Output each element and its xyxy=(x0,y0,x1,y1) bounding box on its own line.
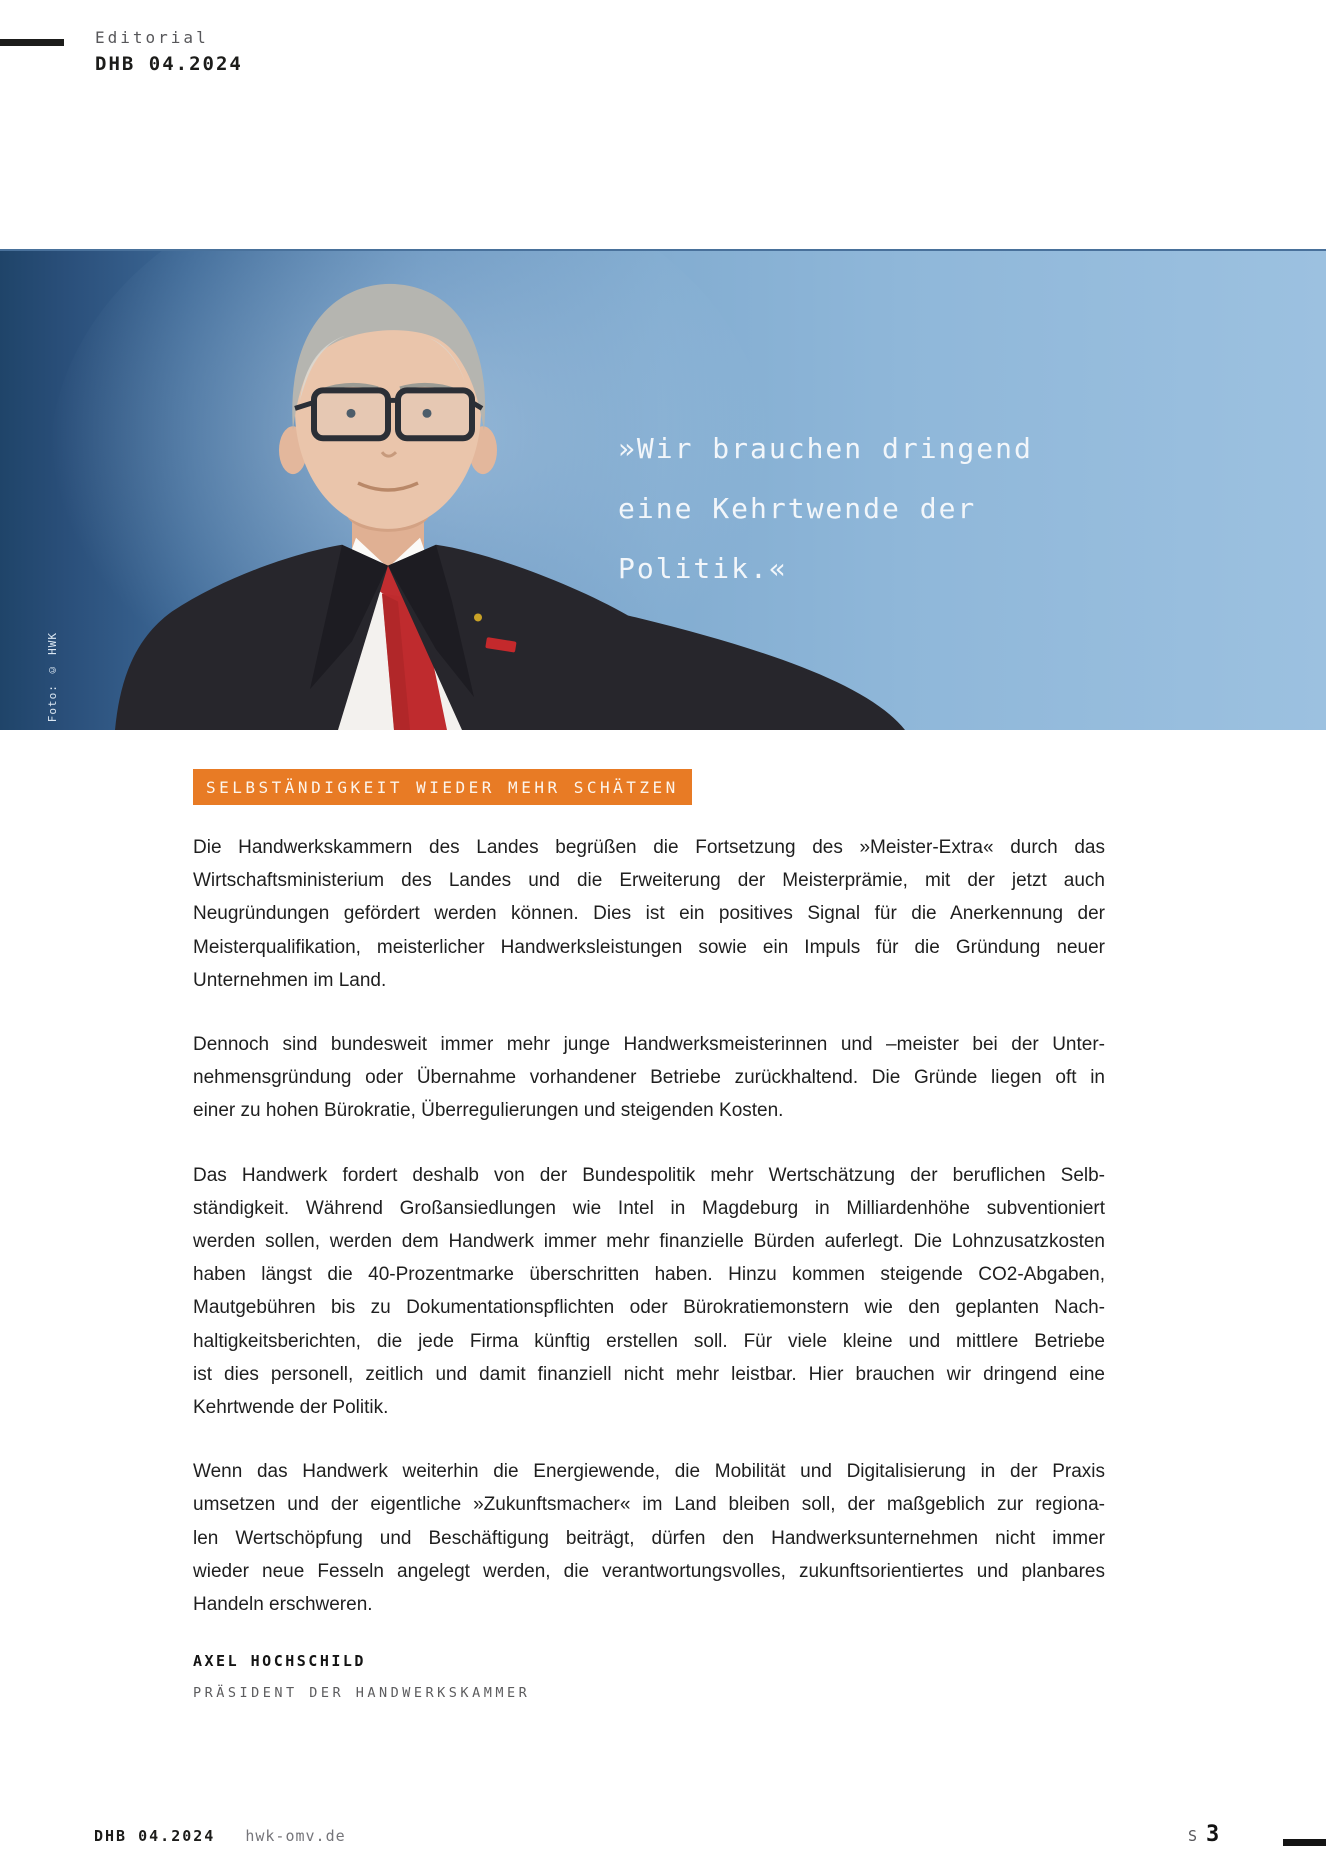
text-line: haben längst die 40-Prozentmarke überschritten haben. Hinzu kommen steigende CO2-Abgaben, xyxy=(193,1264,1105,1286)
lapel-pin xyxy=(474,613,482,621)
text-line: Meisterqualifikation, meisterlicher Handwerksleistungen sowie ein Impuls für die Gründung neuer xyxy=(193,936,1105,958)
footer-issue: DHB 04.2024 xyxy=(94,1827,216,1845)
glasses xyxy=(295,390,482,438)
text-line: wieder neue Fesseln angelegt werden, die verantwortungsvolles, zukunftsorientiertes und planbares xyxy=(193,1560,1105,1582)
section-heading: SELBSTÄNDIGKEIT WIEDER MEHR SCHÄTZEN xyxy=(193,769,692,805)
text-line: umsetzen und der eigentliche »Zukunftsmacher« im Land bleiben soll, der maßgeblich zur regiona- xyxy=(193,1494,1105,1516)
header-rule xyxy=(0,39,64,46)
text-line: ständigkeit. Während Großansiedlungen wie Intel in Magdeburg in Milliardenhöhe subventioniert xyxy=(193,1197,1105,1219)
text-line: Handeln erschweren. xyxy=(193,1594,373,1616)
section-label: Editorial xyxy=(95,28,209,47)
text-line: Politik.« xyxy=(618,552,788,585)
text-line: Die Handwerkskammern des Landes begrüßen die Fortsetzung des »Meister-Extra« durch das xyxy=(193,837,1105,858)
text-line: Wirtschaftsministerium des Landes und die Erweiterung der Meisterprämie, mit der jetzt auch xyxy=(193,870,1105,892)
paragraph-2 xyxy=(193,1028,1105,1128)
text-line: Kehrtwende der Politik. xyxy=(193,1397,389,1419)
hero-photo xyxy=(0,249,1326,730)
pull-quote xyxy=(618,419,1033,599)
text-line: ist dies personell, zeitlich und damit finanziell nicht mehr leistbar. Hier brauchen wir dringend eine xyxy=(193,1363,1105,1385)
footer-page-number: 3 xyxy=(1206,1822,1220,1847)
text-line: Neugründungen gefördert werden können. Dies ist ein positives Signal für die Anerkennung der xyxy=(193,903,1105,925)
footer-website-link[interactable]: hwk-omv.de xyxy=(245,1827,346,1845)
paragraph-4 xyxy=(193,1455,1105,1621)
photo-credit: Foto: © HWK xyxy=(46,631,59,722)
text-line: len Wertschöpfung und Beschäftigung beiträgt, dürfen den Handwerksunternehmen nicht immer xyxy=(193,1527,1105,1549)
article xyxy=(193,769,1105,1701)
text-line: werden sollen, werden dem Handwerk immer mehr finanzielle Bürden auferlegt. Die Lohnzusatzkosten xyxy=(193,1231,1105,1253)
text-line: Dennoch sind bundesweit immer mehr junge Handwerksmeisterinnen und –meister bei der Unter- xyxy=(193,1034,1105,1056)
text-line: haltigkeitsberichten, die jede Firma künftig erstellen soll. Für viele kleine und mittlere Betriebe xyxy=(193,1330,1105,1352)
signature-name: AXEL HOCHSCHILD xyxy=(193,1652,366,1671)
article-body xyxy=(193,831,1105,1621)
text-line: eine Kehrtwende der xyxy=(618,492,977,525)
text-line: nehmensgründung oder Übernahme vorhandener Betriebe zurückhaltend. Die Gründe liegen oft in xyxy=(193,1067,1105,1089)
paragraph-1 xyxy=(193,831,1105,997)
paragraph-3 xyxy=(193,1159,1105,1425)
text-line: Das Handwerk fordert deshalb von der Bundespolitik mehr Wertschätzung der beruflichen Selb- xyxy=(193,1164,1105,1186)
footer-left xyxy=(94,1827,346,1845)
footer-page-indicator xyxy=(1188,1822,1219,1847)
signature-block xyxy=(193,1652,1105,1701)
footer-page-prefix: S xyxy=(1188,1827,1198,1845)
text-line: einer zu hohen Bürokratie, Überregulierungen und steigenden Kosten. xyxy=(193,1100,784,1122)
signature-title: PRÄSIDENT DER HANDWERKSKAMMER xyxy=(193,1685,531,1702)
issue-label: DHB 04.2024 xyxy=(95,53,243,75)
text-line: »Wir brauchen dringend xyxy=(618,432,1033,465)
text-line: Mautgebühren bis zu Dokumentationspflichten oder Bürokratiemonstern wie den geplanten Nach- xyxy=(193,1297,1105,1319)
text-line: Unternehmen im Land. xyxy=(193,969,387,991)
text-line: Wenn das Handwerk weiterhin die Energiewende, die Mobilität und Digitalisierung in der Praxis xyxy=(193,1461,1105,1483)
footer-rule xyxy=(1283,1839,1326,1846)
